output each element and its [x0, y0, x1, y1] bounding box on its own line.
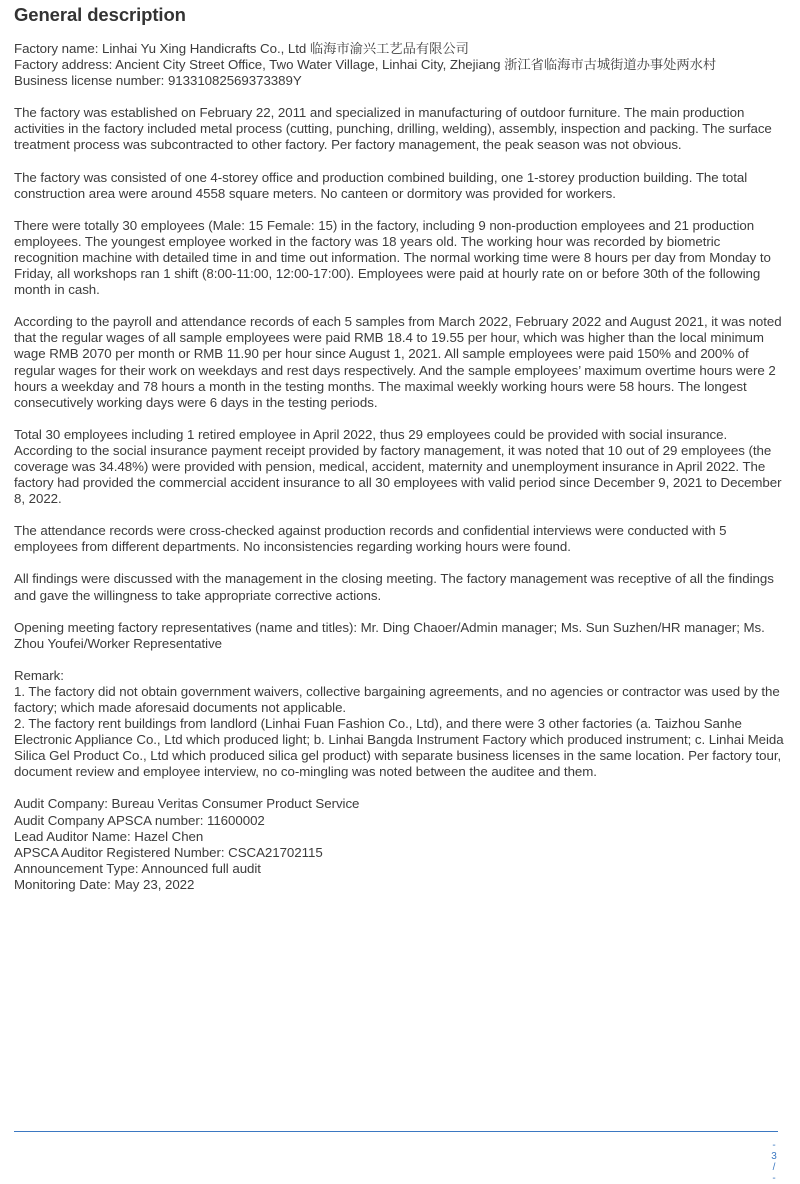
document-page	[14, 4, 784, 909]
paragraph-closing-meeting	[14, 571, 784, 603]
paragraph-wages	[14, 314, 784, 411]
paragraph-insurance	[14, 427, 784, 507]
paragraph-text: Opening meeting factory representatives (name and titles): Mr. Ding Chaoer/Admin manager; Ms. Sun Suzhen/HR manager; Ms. Zhou Youfei/Worker Representative	[14, 619, 765, 651]
lead-auditor: Lead Auditor Name: Hazel Chen	[14, 828, 204, 844]
page-number-separator: /	[772, 1162, 776, 1173]
page-number-value: 3	[771, 1151, 777, 1162]
paragraph-employees	[14, 218, 784, 298]
paragraph-text: There were totally 30 employees (Male: 15 Female: 15) in the factory, including 9 non-production employees and 21 production employees. The youngest employee worked in the factory was 18 years old. The working hour was recorded by biometric recognition machine with detailed time in and time out information. The normal working time were 8 hours per day from Monday to Friday, all workshops ran 1 shift (8:00-11:00, 12:00-17:00). Employees were paid at hourly rate on or before 30th of the following month in cash.	[14, 217, 771, 298]
remark-item: 2. The factory rent buildings from landlord (Linhai Fuan Fashion Co., Ltd), and there were 3 other factories (a. Taizhou Sanhe Electronic Appliance Co., Ltd which produced light; b. Linhai Bangda Instrument Factory which produced instrument; c. Linhai Meida Silica Gel Product Co., Ltd which produced silica gel product) with separate business licenses in the same location. Per factory tour, document review and employee interview, no co-mingling was noted between the auditee and them.	[14, 716, 784, 780]
paragraph-text: The factory was consisted of one 4-storey office and production combined building, one 1-storey production building. The total construction area were around 4558 square meters. No canteen or dormitory was provided for workers.	[14, 169, 748, 201]
remark-item: 1. The factory did not obtain government waivers, collective bargaining agreements, and no agencies or contractor was used by the factory; which made aforesaid documents not applicable.	[14, 683, 780, 715]
paragraph-buildings	[14, 170, 784, 202]
audit-apsca-number: Audit Company APSCA number: 11600002	[14, 812, 265, 828]
paragraph-text: Total 30 employees including 1 retired employee in April 2022, thus 29 employees could be provided with social insurance. According to the social insurance payment receipt provided by factory management, it was noted that 10 out of 29 employees (the coverage was 34.48%) were provided with pension, medical, accident, maternity and unemployment insurance in April 2022. The factory had provided the commercial accident insurance to all 30 employees with valid period since December 9, 2021 to December 8, 2022.	[14, 426, 782, 507]
section-title: General description	[14, 4, 186, 25]
audit-company: Audit Company: Bureau Veritas Consumer Product Service	[14, 796, 360, 812]
announcement-type: Announcement Type: Announced full audit	[14, 860, 261, 876]
factory-info	[14, 41, 784, 89]
monitoring-date: Monitoring Date: May 23, 2022	[14, 876, 195, 892]
paragraph-opening-meeting	[14, 620, 784, 652]
page-number-dash-bottom: -	[772, 1173, 776, 1184]
page-number-dash-top: -	[772, 1140, 776, 1151]
business-license: Business license number: 91331082569373389Y	[14, 73, 302, 89]
page-number	[768, 1140, 780, 1184]
paragraph-text: All findings were discussed with the management in the closing meeting. The factory management was receptive of all the findings and gave the willingness to take appropriate corrective actions.	[14, 571, 774, 603]
remark-section	[14, 668, 784, 781]
paragraph-crosscheck	[14, 523, 784, 555]
audit-info	[14, 796, 784, 893]
paragraph-text: According to the payroll and attendance records of each 5 samples from March 2022, February 2022 and August 2021, it was noted that the regular wages of all sample employees were paid RMB 18.4 to 19.55 per hour, which was higher than the local minimum wage RMB 2070 per month or RMB 11.90 per hour since August 1, 2021. All sample employees were paid 150% and 200% of regular wages for their work on weekdays and rest days respectively. And the sample employees’ maximum overtime hours were 2 hours a weekday and 78 hours a month in the testing months. The maximal weekly working hours were 58 hours. The longest consecutively working days were 6 days in the testing periods.	[14, 314, 782, 410]
paragraph-establishment	[14, 105, 784, 153]
remark-heading: Remark:	[14, 667, 64, 683]
paragraph-text: The factory was established on February 22, 2011 and specialized in manufacturing of outdoor furniture. The main production activities in the factory included metal process (cutting, punching, drilling, welding), assembly, inspection and packing. The surface treatment process was subcontracted to other factory. Per factory management, the peak season was not obvious.	[14, 105, 772, 153]
factory-address: Factory address: Ancient City Street Office, Two Water Village, Linhai City, Zhejiang 浙江省临海市古城街道办事处两水村	[14, 57, 717, 73]
footer-divider	[14, 1131, 778, 1132]
auditor-registered-number: APSCA Auditor Registered Number: CSCA21702115	[14, 844, 323, 860]
factory-name: Factory name: Linhai Yu Xing Handicrafts Co., Ltd 临海市渝兴工艺品有限公司	[14, 41, 469, 56]
paragraph-text: The attendance records were cross-checked against production records and confidential interviews were conducted with 5 employees from different departments. No inconsistencies regarding working hours were found.	[14, 523, 727, 555]
